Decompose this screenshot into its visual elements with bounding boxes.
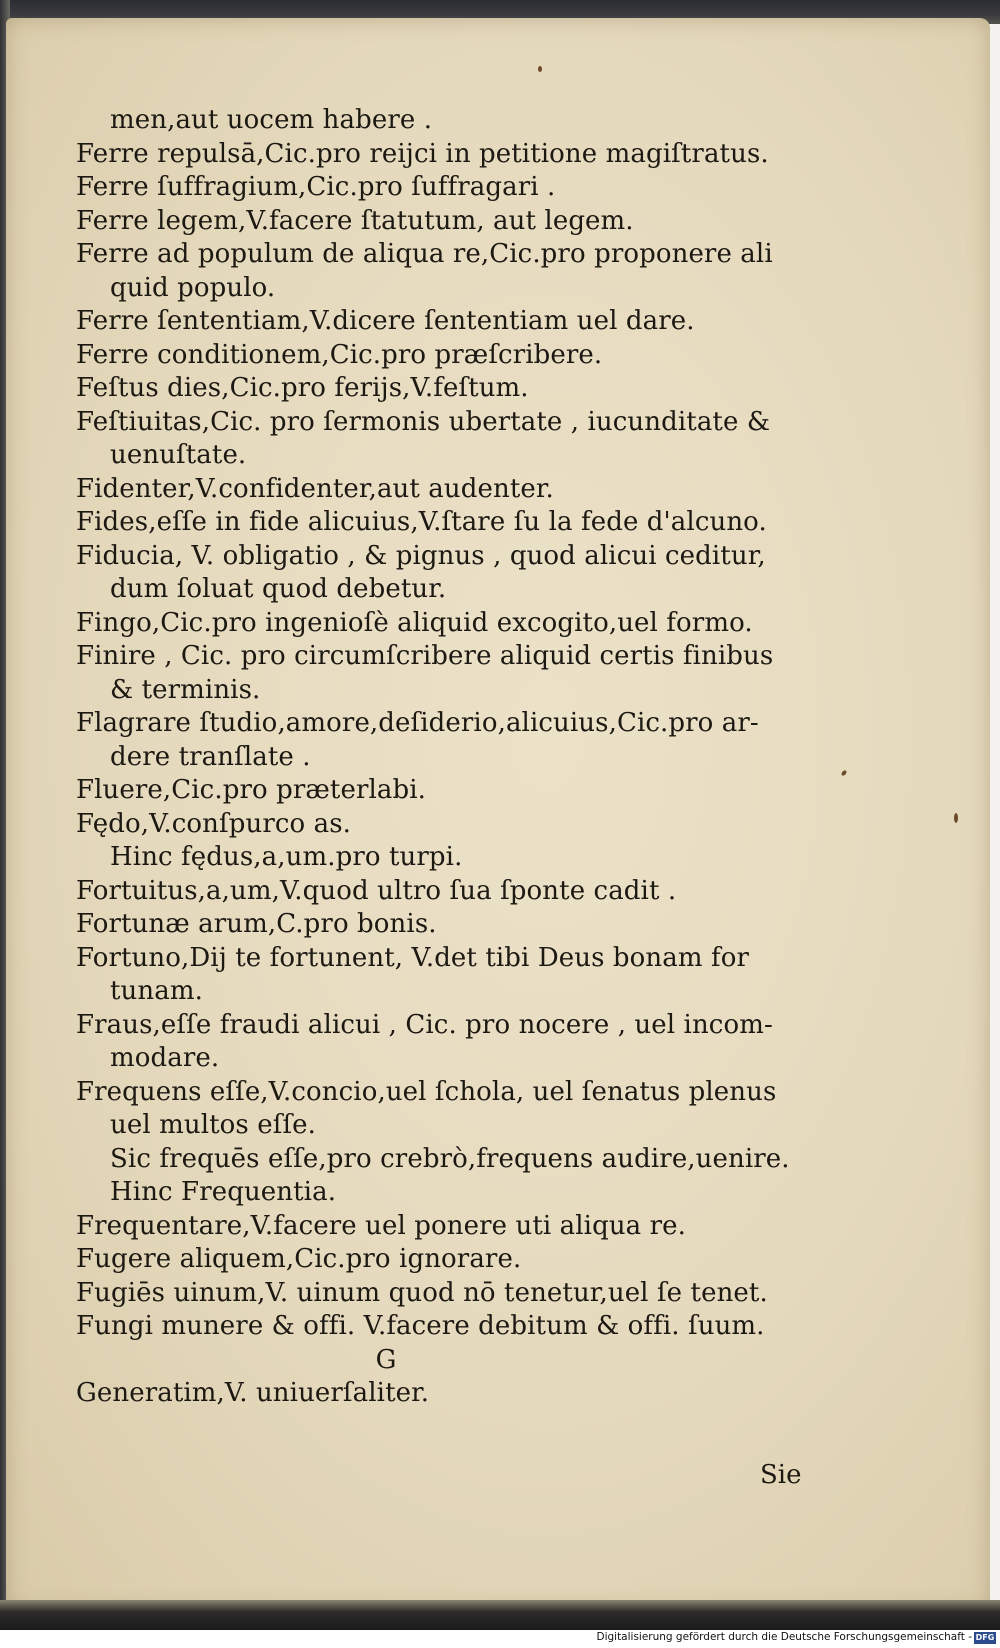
text-line: Ferre conditionem,Cic.pro præſcribere. [76,339,603,370]
section-letter: G [375,1344,397,1375]
text-line: & terminis. [110,674,261,705]
text-line: dum ſoluat quod debetur. [110,574,447,604]
text-line: Fingo,Cic.pro ingenioſè aliquid excogito,uel formo. [76,607,753,638]
ink-speck [954,813,958,823]
text-line: Fluere,Cic.pro præterlabi. [76,775,427,805]
text-line: Fungi munere & offi. V.facere debitum & offi. ſuum. [76,1311,765,1341]
text-line: modare. [110,1043,220,1073]
text-line: Sic frequēs eſſe,pro crebrò,frequens audire,uenire. [110,1143,790,1174]
dfg-logo: DFG [975,1633,995,1642]
digitization-credit: Digitalisierung gefördert durch die Deutsche Forschungsgemeinschaft - [596,1631,972,1643]
text-line: Fortuno,Dij te fortunent, V.det tibi Deus bonam for [76,942,749,973]
text-line: Ferre ſententiam,V.dicere ſententiam uel dare. [76,306,695,336]
text-line: Finire , Cic. pro circumſcribere aliquid certis finibus [76,641,774,671]
text-line: Feſtus dies,Cic.pro ferijs,V.feſtum. [76,373,529,403]
text-line: Ferre legem,V.facere ſtatutum, aut legem. [76,205,634,236]
text-line: Fortuitus,a,um,V.quod ultro ſua ſponte cadit . [76,875,677,906]
text-line: Fortunæ arum,C.pro bonis. [76,909,437,939]
text-line: Fiducia, V. obligatio , & pignus , quod alicui ceditur, [76,540,766,571]
text-line: Hinc Frequentia. [110,1177,337,1207]
text-line: Ferre repulsā,Cic.pro reijci in petitione magiſtratus. [76,138,769,169]
text-line: uel multos eſſe. [110,1110,317,1140]
text-line: Flagrare ſtudio,amore,deſiderio,alicuius,Cic.pro ar- [76,708,759,738]
text-line: Frequens eſſe,V.concio,uel ſchola, uel ſenatus plenus [76,1076,777,1107]
text-line: Fidenter,V.confidenter,aut audenter. [76,473,554,504]
text-line: Fędo,V.conſpurco as. [76,808,352,839]
text-line: Frequentare,V.facere uel ponere uti aliqua re. [76,1210,687,1241]
text-line: Ferre ad populum de aliqua re,Cic.pro proponere ali [76,239,773,269]
text-line: Generatim,V. uniuerſaliter. [76,1378,430,1408]
text-line: Fides,eſſe in fide alicuius,V.ſtare ſu la fede d'alcuno. [76,507,767,537]
text-line: quid populo. [110,272,276,303]
text-line: Fraus,eſſe fraudi alicui , Cic. pro nocere , uel incom- [76,1009,773,1040]
catchword: Sie [760,1460,802,1490]
text-line: Ferre ſuffragium,Cic.pro ſuffragari . [76,172,556,202]
text-line: Fugiēs uinum,V. uinum quod nō tenetur,uel ſe tenet. [76,1277,768,1308]
ink-speck [538,66,542,72]
text-line: men,aut uocem habere . [110,105,433,135]
page-body-text [76,104,796,1411]
text-line: Feſtiuitas,Cic. pro ſermonis ubertate , iucunditate & [76,406,771,437]
text-line: Fugere aliquem,Cic.pro ignorare. [76,1244,522,1274]
text-line: tunam. [110,976,203,1006]
text-line: dere tranſlate . [110,741,311,772]
text-line: Hinc fędus,a,um.pro turpi. [110,842,463,872]
text-line: uenuſtate. [110,440,247,470]
bottom-binding-shadow [0,1600,1000,1630]
